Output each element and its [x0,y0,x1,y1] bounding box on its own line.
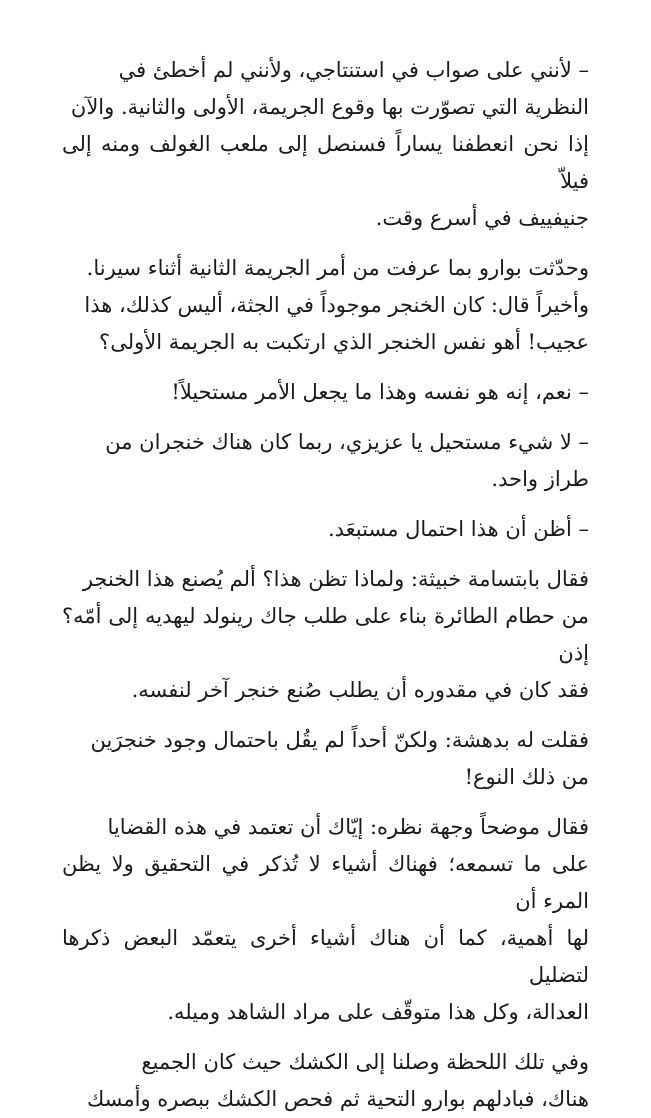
paragraph-unlikely: – أظن أن هذا احتمال مستبعَد. [327,517,589,541]
paragraph-second-crime: وحدّثت بوارو بما عرفت من أمر الجريمة الثانية أثناء سيرنا. وأخيراً قال: كان الخنجر موجوداً في الجثة، أليس كذلك، هذا عجيب! أهو نفس الخنجر الذي ارتكبت به الجريمة الأولى؟ [84,256,589,354]
paragraph-dagger-origin: فقال بابتسامة خبيثة: ولماذا تظن هذا؟ ألم يُصنع هذا الخنجر من حطام الطائرة بناء على طلب جاك رينولد ليهديه إلى أمّه؟ إذن فقد كان في مقدوره أن يطلب صُنع خنجر آخر لنفسه. [62,567,589,702]
paragraph-arrival-kiosk: وفي تلك اللحظة وصلنا إلى الكشك حيث كان الجميع هناك، فبادلهم بوارو التحية ثم فحص الكشك ببصره وأمسك [86,1050,589,1111]
paragraph-explanation: فقال موضحاً وجهة نظره: إيّاك أن تعتمد في هذه القضايا على ما تسمعه؛ فهناك أشياء لا تُذكر في التحقيق ولا يظن المرء أن لها أهمية، كما أن هناك أشياء أخرى يتعمّد البعض ذكرها لتضليل العدالة، وكل هذا متوقّف على مراد الشاهد وميله. [62,815,589,1024]
paragraph-correct-deduction: – لأنني على صواب في استنتاجي، ولأنني لم أخطئ في النظرية التي تصوّرت بها وقوع الجريمة، الأولى والثانية. والآن إذا نحن انعطفنا يساراً فسنصل إلى ملعب الغولف ومنه إلى فيلاّ جنيفييف في أسرع وقت. [62,58,589,230]
paragraph-same-dagger: – نعم، إنه هو نفسه وهذا ما يجعل الأمر مستحيلاً! [171,380,589,404]
paragraph-surprise: فقلت له بدهشة: ولكنّ أحداً لم يقُل باحتمال وجود خنجرَين من ذلك النوع! [90,728,589,789]
paragraph-two-daggers: – لا شيء مستحيل يا عزيزي، ربما كان هناك خنجران من طراز واحد. [105,430,589,491]
